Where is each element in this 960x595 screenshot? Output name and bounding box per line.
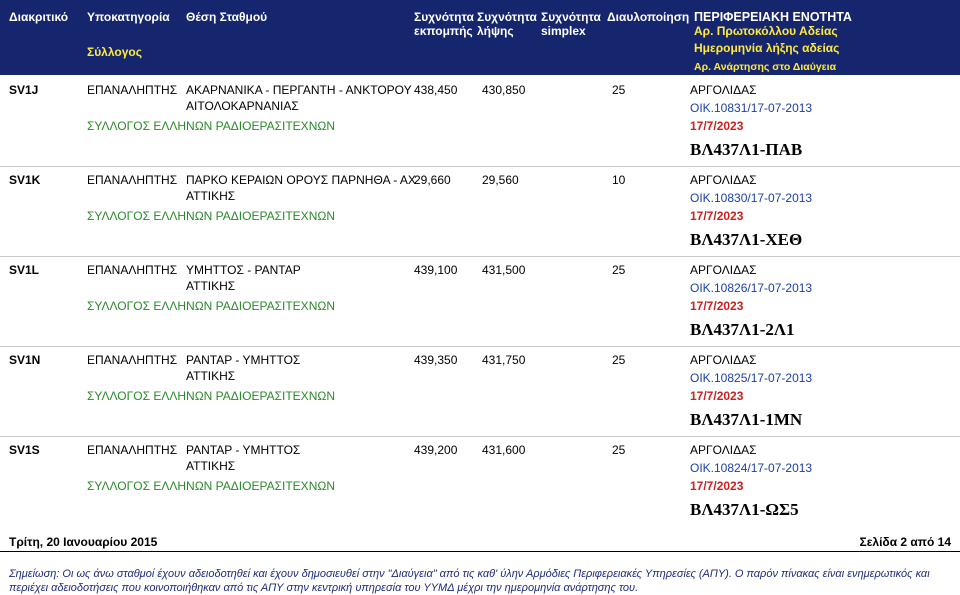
expiry-date: 17/7/2023: [690, 389, 744, 403]
association-name: ΣΥΛΛΟΓΟΣ ΕΛΛΗΝΩΝ ΡΑΔΙΟΕΡΑΣΙΤΕΧΝΩΝ: [87, 119, 335, 133]
station-category: ΕΠΑΝΑΛΗΠΤΗΣ: [87, 83, 178, 97]
header-modulation: Διαυλοποίηση: [607, 10, 690, 24]
header-category: Υποκατηγορία: [87, 10, 170, 24]
permit-number: ΟΙΚ.10824/17-07-2013: [690, 461, 813, 475]
station-location-line1: ΥΜΗΤΤΟΣ - ΡΑΝΤΑΡ: [186, 263, 301, 277]
region-value: ΑΡΓΟΛΙΔΑΣ: [690, 83, 757, 97]
posting-number: ΒΛ437Λ1-1ΜΝ: [690, 410, 803, 429]
station-location-line1: ΑΚΑΡΝΑΝΙΚΑ - ΠΕΡΓΑΝΤΗ - ΑΝΚΤΟΡΟΥ: [186, 83, 412, 97]
station-category: ΕΠΑΝΑΛΗΠΤΗΣ: [87, 173, 178, 187]
table-header: [0, 0, 960, 75]
rx-frequency: 430,850: [482, 83, 526, 97]
permit-number: ΟΙΚ.10831/17-07-2013: [690, 101, 813, 115]
station-location-line2: ΑΤΤΙΚΗΣ: [186, 279, 236, 293]
permit-number: ΟΙΚ.10825/17-07-2013: [690, 371, 813, 385]
tx-frequency: 439,350: [414, 353, 458, 367]
station-code: SV1N: [9, 353, 41, 367]
association-name: ΣΥΛΛΟΓΟΣ ΕΛΛΗΝΩΝ ΡΑΔΙΟΕΡΑΣΙΤΕΧΝΩΝ: [87, 389, 335, 403]
simplex-frequency: 25: [612, 353, 626, 367]
table-row: [0, 262, 960, 352]
tx-frequency: 439,100: [414, 263, 458, 277]
header-protocol: Αρ. Πρωτοκόλλου Αδείας: [694, 24, 838, 38]
header-rx-2: λήψης: [477, 24, 514, 38]
simplex-frequency: 10: [612, 173, 626, 187]
rx-frequency: 29,560: [482, 173, 519, 187]
header-station: Θέση Σταθμού: [186, 10, 268, 24]
table-row: [0, 442, 960, 532]
header-simplex-1: Συχνότητα: [541, 10, 601, 24]
station-code: SV1L: [9, 263, 40, 277]
simplex-frequency: 25: [612, 443, 626, 457]
station-category: ΕΠΑΝΑΛΗΠΤΗΣ: [87, 263, 178, 277]
station-location-line2: ΑΙΤΟΛΟΚΑΡΝΑΝΙΑΣ: [186, 99, 299, 113]
row-divider: [0, 166, 960, 167]
station-location-line2: ΑΤΤΙΚΗΣ: [186, 369, 236, 383]
region-value: ΑΡΓΟΛΙΔΑΣ: [690, 263, 757, 277]
station-code: SV1J: [9, 83, 39, 97]
header-association: Σύλλογος: [87, 45, 142, 59]
station-location-line2: ΑΤΤΙΚΗΣ: [186, 189, 236, 203]
footer-note: Σημείωση: Οι ως άνω σταθμοί έχουν αδειοδοτηθεί και έχουν δημοσιευθεί στην "Διαύγεια" από τις καθ' ύλην Αρμόδιες Περιφερειακές Υπηρεσίες (ΑΠΥ). Ο παρόν πίνακας είναι ενημερωτικός και περιέχει αδειοδοτήσεις που κοινοποιήθηκαν από τις ΑΠΥ στην κεντρική υπηρεσία του ΥΥΜΔ μέχρι την ημερομηνία ανάρτησης του.: [9, 568, 930, 594]
tx-frequency: 29,660: [414, 173, 451, 187]
table-row: [0, 82, 960, 172]
row-divider: [0, 436, 960, 437]
station-location-line1: ΡΑΝΤΑΡ - ΥΜΗΤΤΟΣ: [186, 353, 301, 367]
footer-divider: [0, 551, 960, 552]
header-rx-1: Συχνότητα: [477, 10, 537, 24]
posting-number: ΒΛ437Λ1-ΧΕΘ: [690, 230, 803, 249]
station-location-line1: ΡΑΝΤΑΡ - ΥΜΗΤΤΟΣ: [186, 443, 301, 457]
posting-number: ΒΛ437Λ1-2Λ1: [690, 320, 795, 339]
station-location-line2: ΑΤΤΙΚΗΣ: [186, 459, 236, 473]
table-row: [0, 172, 960, 262]
region-value: ΑΡΓΟΛΙΔΑΣ: [690, 173, 757, 187]
station-location-line1: ΠΑΡΚΟ ΚΕΡΑΙΩΝ ΟΡΟΥΣ ΠΑΡΝΗΘΑ - ΑΧ: [186, 173, 416, 187]
simplex-frequency: 25: [612, 263, 626, 277]
region-value: ΑΡΓΟΛΙΔΑΣ: [690, 353, 757, 367]
header-code: Διακριτικό: [9, 10, 69, 24]
header-expiry: Ημερομηνία λήξης αδείας: [694, 41, 840, 55]
table-row: [0, 352, 960, 442]
posting-number: ΒΛ437Λ1-ΠΑΒ: [690, 140, 803, 159]
row-divider: [0, 256, 960, 257]
station-code: SV1K: [9, 173, 41, 187]
tx-frequency: 438,450: [414, 83, 458, 97]
row-divider: [0, 346, 960, 347]
region-value: ΑΡΓΟΛΙΔΑΣ: [690, 443, 757, 457]
rx-frequency: 431,500: [482, 263, 526, 277]
tx-frequency: 439,200: [414, 443, 458, 457]
permit-number: ΟΙΚ.10830/17-07-2013: [690, 191, 813, 205]
rx-frequency: 431,750: [482, 353, 526, 367]
association-name: ΣΥΛΛΟΓΟΣ ΕΛΛΗΝΩΝ ΡΑΔΙΟΕΡΑΣΙΤΕΧΝΩΝ: [87, 479, 335, 493]
footer-date: Τρίτη, 20 Ιανουαρίου 2015: [9, 535, 158, 549]
association-name: ΣΥΛΛΟΓΟΣ ΕΛΛΗΝΩΝ ΡΑΔΙΟΕΡΑΣΙΤΕΧΝΩΝ: [87, 299, 335, 313]
header-region: ΠΕΡΙΦΕΡΕΙΑΚΗ ΕΝΟΤΗΤΑ: [694, 10, 852, 24]
expiry-date: 17/7/2023: [690, 479, 744, 493]
expiry-date: 17/7/2023: [690, 119, 744, 133]
expiry-date: 17/7/2023: [690, 209, 744, 223]
header-tx-1: Συχνότητα: [414, 10, 474, 24]
header-posting: Αρ. Ανάρτησης στο Διαύγεια: [694, 61, 837, 73]
posting-number: ΒΛ437Λ1-ΩΣ5: [690, 500, 799, 519]
station-category: ΕΠΑΝΑΛΗΠΤΗΣ: [87, 353, 178, 367]
station-code: SV1S: [9, 443, 40, 457]
simplex-frequency: 25: [612, 83, 626, 97]
page-number: Σελίδα 2 από 14: [859, 535, 951, 549]
permit-number: ΟΙΚ.10826/17-07-2013: [690, 281, 813, 295]
station-category: ΕΠΑΝΑΛΗΠΤΗΣ: [87, 443, 178, 457]
association-name: ΣΥΛΛΟΓΟΣ ΕΛΛΗΝΩΝ ΡΑΔΙΟΕΡΑΣΙΤΕΧΝΩΝ: [87, 209, 335, 223]
header-tx-2: εκπομπής: [414, 24, 473, 38]
expiry-date: 17/7/2023: [690, 299, 744, 313]
rx-frequency: 431,600: [482, 443, 526, 457]
header-simplex-2: simplex: [541, 24, 586, 38]
